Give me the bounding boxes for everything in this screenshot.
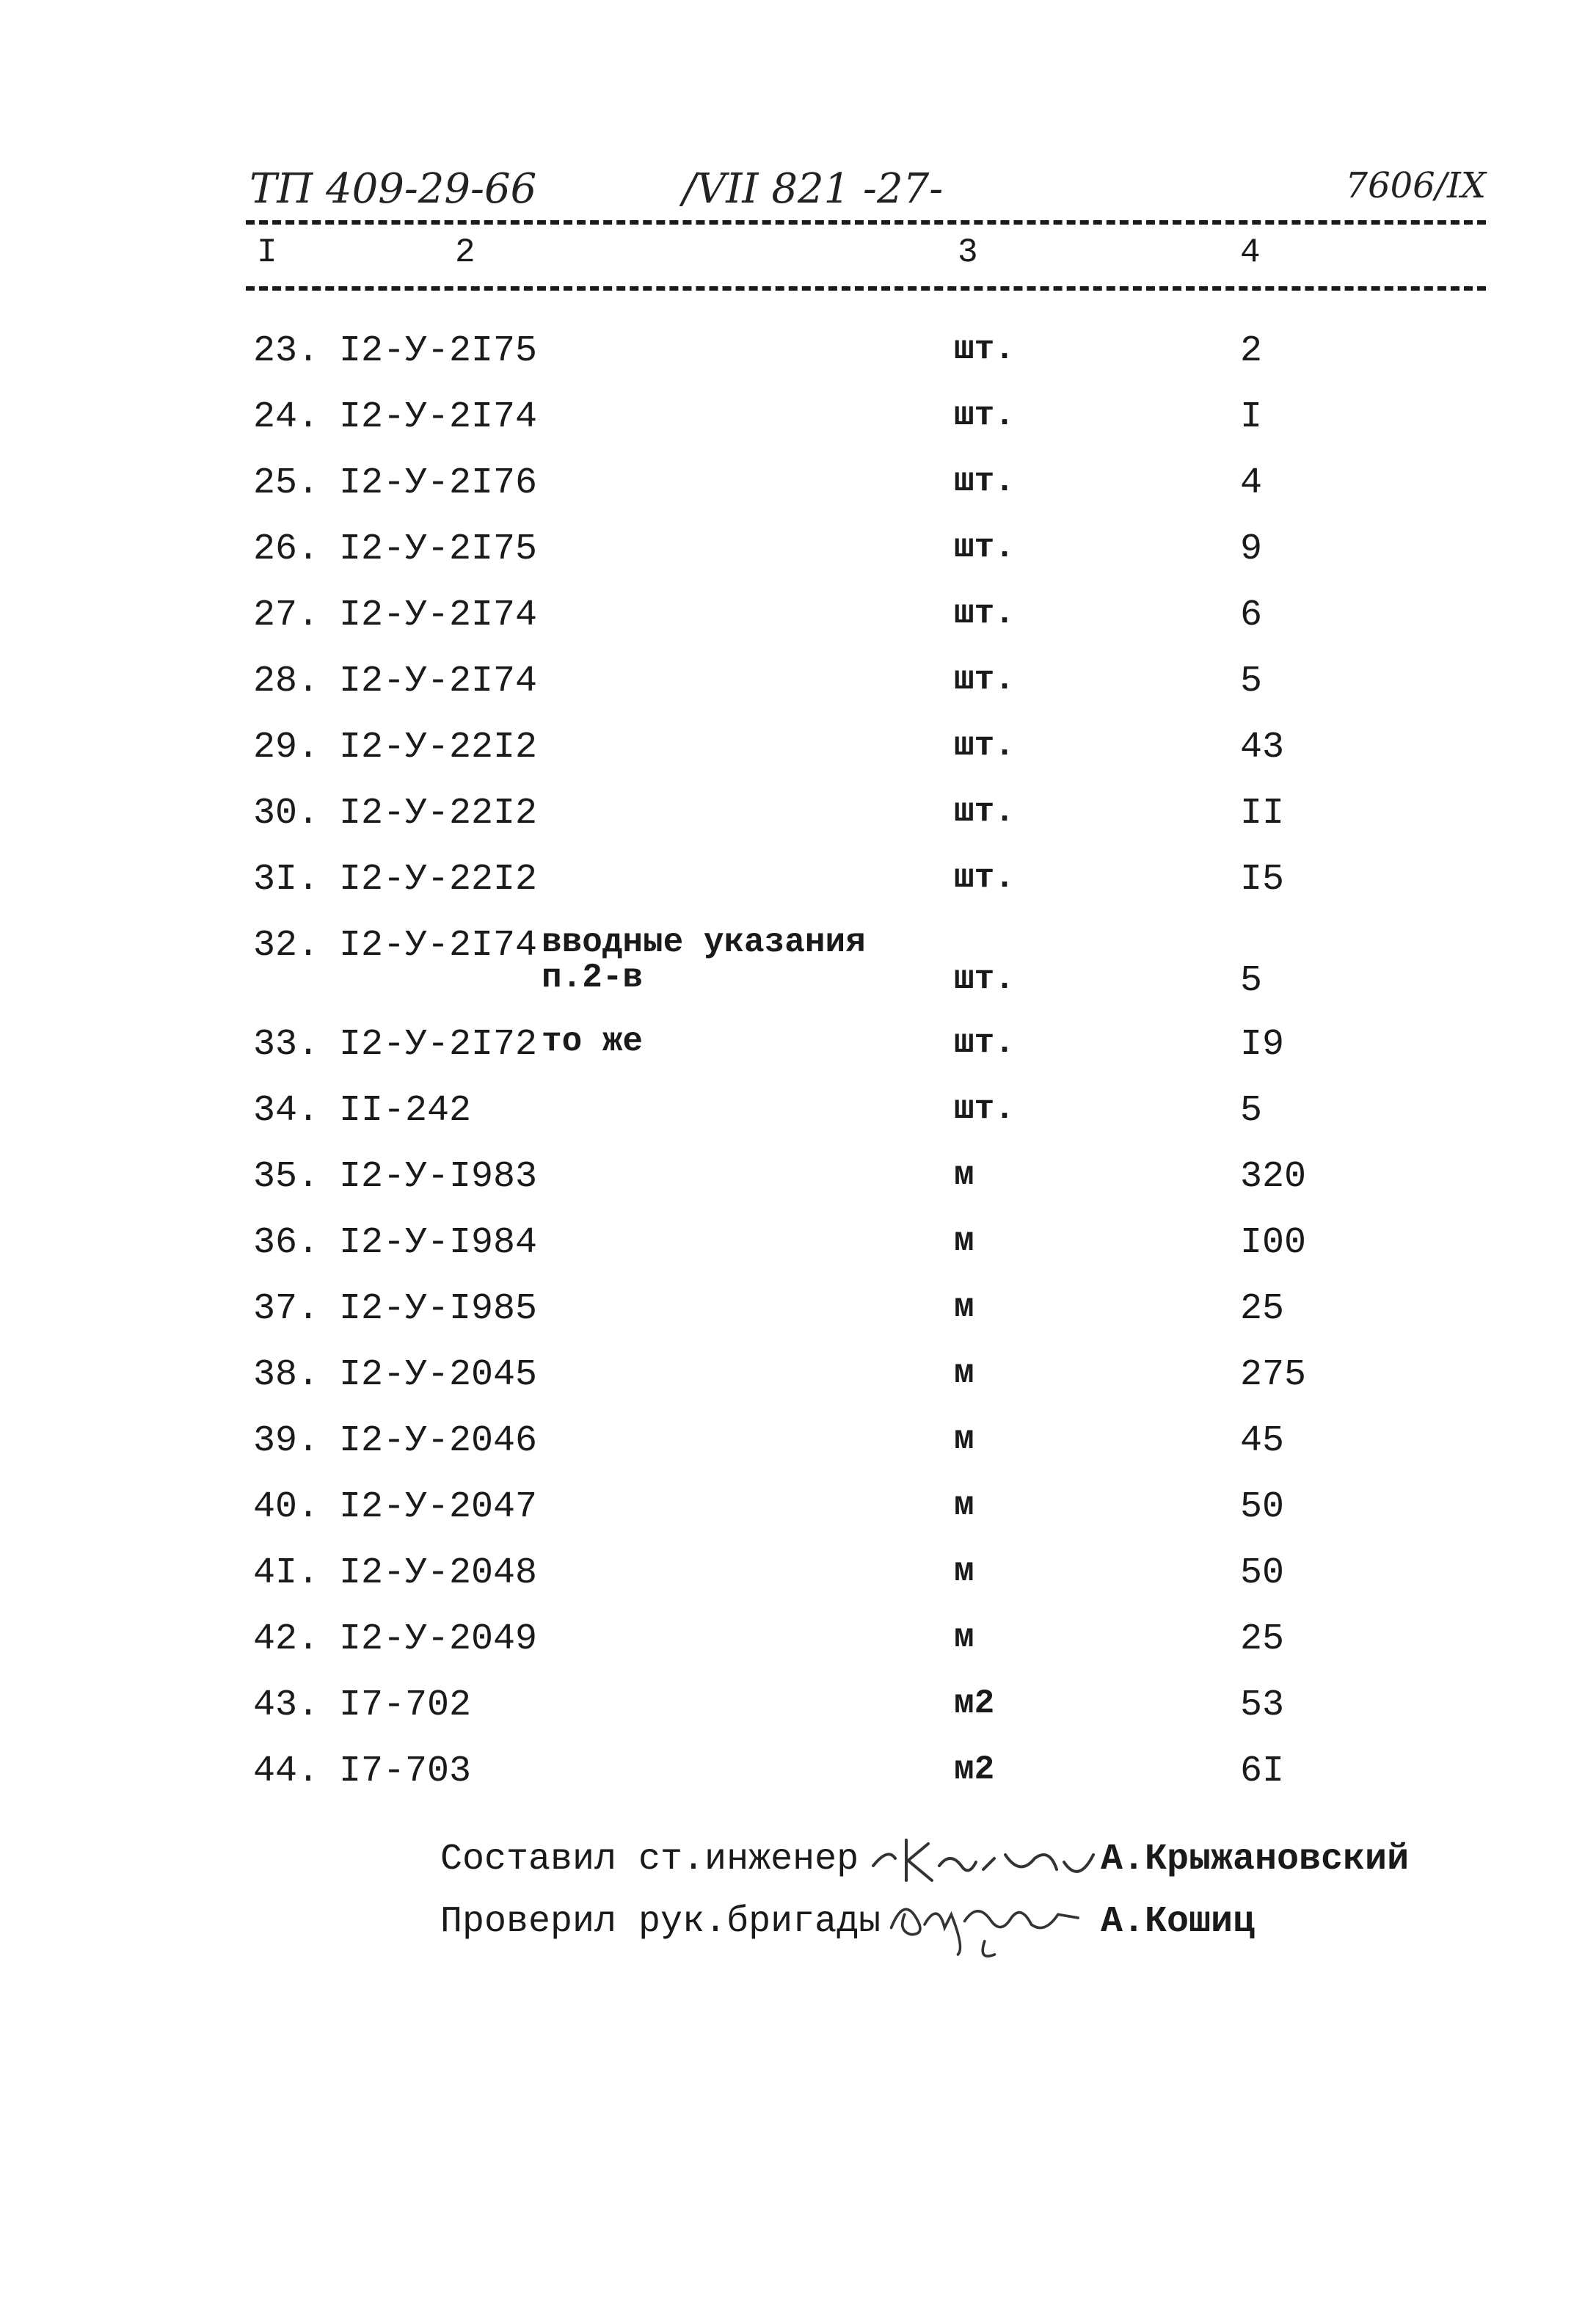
row-number: 28. [253,661,320,702]
document-code: ТП 409-29-66 [249,165,537,213]
row-number: 35. [253,1156,320,1198]
table-row [0,1751,1596,1809]
row-number: 44. [253,1751,320,1792]
item-unit: шт. [954,595,1015,633]
item-quantity: I5 [1240,859,1285,901]
item-code: I2-У-22I2 [339,793,538,835]
item-unit: шт. [954,661,1015,699]
table-row [0,1090,1596,1149]
item-code: I2-У-2I76 [339,462,538,504]
table-row [0,330,1596,389]
table-row [0,1618,1596,1677]
item-unit: м [954,1618,974,1657]
handwritten-signature [866,1888,1130,1961]
item-unit: м [954,1288,974,1326]
item-unit: м [954,1354,974,1392]
item-quantity: 5 [1240,1090,1263,1132]
item-quantity: 2 [1240,330,1263,372]
item-quantity: II [1240,793,1285,835]
row-number: 42. [253,1618,320,1660]
row-number: 33. [253,1024,320,1066]
item-code: I2-У-2046 [339,1420,538,1462]
row-number: 32. [253,925,320,967]
table-row [0,1354,1596,1413]
item-unit: м2 [954,1751,995,1789]
item-quantity: 45 [1240,1420,1285,1462]
row-number: 27. [253,595,320,636]
item-quantity: I [1240,396,1263,438]
item-unit: м [954,1486,974,1524]
item-quantity: 25 [1240,1288,1285,1330]
item-code: I2-У-2I75 [339,528,538,570]
row-number: 26. [253,528,320,570]
item-unit: шт. [954,1024,1015,1062]
table-row [0,793,1596,851]
item-code: I2-У-2I72 [339,1024,538,1066]
item-code: I2-У-22I2 [339,859,538,901]
item-unit: шт. [954,793,1015,831]
table-row [0,1288,1596,1347]
item-unit: шт. [954,960,1015,998]
table-row [0,1420,1596,1479]
item-code: I2-У-2I74 [339,396,538,438]
item-quantity: 25 [1240,1618,1285,1660]
item-code: I2-У-2047 [339,1486,538,1528]
item-unit: шт. [954,1090,1015,1128]
item-unit: шт. [954,462,1015,501]
table-row [0,1024,1596,1083]
row-number: 43. [253,1684,320,1726]
item-code: I2-У-I984 [339,1222,538,1264]
table-row [0,1684,1596,1743]
column-header-4: 4 [1240,233,1261,272]
item-unit: м [954,1156,974,1194]
item-quantity: 53 [1240,1684,1285,1726]
row-number: 39. [253,1420,320,1462]
item-code: I2-У-2I74 [339,661,538,702]
item-unit: м2 [954,1684,995,1723]
item-quantity: I00 [1240,1222,1307,1264]
table-row [0,396,1596,455]
table-row [0,1552,1596,1611]
row-number: 40. [253,1486,320,1528]
item-quantity: 43 [1240,727,1285,768]
item-quantity: 320 [1240,1156,1307,1198]
item-unit: шт. [954,330,1015,368]
item-unit: шт. [954,396,1015,435]
sheet-mark: /VII 821 -27- [682,165,944,213]
item-unit: м [954,1420,974,1458]
row-number: 29. [253,727,320,768]
item-quantity: I9 [1240,1024,1285,1066]
inventory-number: 7606/IX [1345,165,1486,206]
row-number: 38. [253,1354,320,1396]
row-number: 37. [253,1288,320,1330]
item-code: I2-У-22I2 [339,727,538,768]
item-unit: шт. [954,859,1015,897]
column-header-2: 2 [455,233,475,272]
row-number: 4I. [253,1552,320,1594]
item-quantity: 5 [1240,960,1263,1002]
item-unit: шт. [954,528,1015,567]
row-number: 30. [253,793,320,835]
row-number: 3I. [253,859,320,901]
table-row [0,1156,1596,1215]
item-code: I2-У-2049 [339,1618,538,1660]
item-code: I2-У-2048 [339,1552,538,1594]
table-row [0,1486,1596,1545]
item-quantity: 50 [1240,1486,1285,1528]
item-note: то же [542,1022,644,1061]
item-quantity: 5 [1240,661,1263,702]
item-note: вводные указания п.2-в [542,923,866,997]
signature-label: Составил ст.инженер [440,1839,859,1880]
item-code: I2-У-2I74 [339,925,538,967]
item-unit: шт. [954,727,1015,765]
signer-name: А.Крыжановский [1101,1839,1410,1880]
item-quantity: 50 [1240,1552,1285,1594]
item-code: I2-У-2045 [339,1354,538,1396]
item-code: I7-703 [339,1751,472,1792]
table-row [0,661,1596,719]
row-number: 34. [253,1090,320,1132]
column-header-1: I [257,233,277,272]
table-row [0,727,1596,785]
table-row [0,1222,1596,1281]
row-number: 24. [253,396,320,438]
item-quantity: 6I [1240,1751,1285,1792]
item-unit: м [954,1552,974,1591]
header-divider [246,220,1486,225]
item-quantity: 9 [1240,528,1263,570]
item-code: I2-У-2I74 [339,595,538,636]
table-row [0,462,1596,521]
table-row [0,595,1596,653]
item-quantity: 4 [1240,462,1263,504]
item-code: I7-702 [339,1684,472,1726]
column-header-3: 3 [958,233,978,272]
item-code: II-242 [339,1090,472,1132]
item-quantity: 275 [1240,1354,1307,1396]
column-header-divider [246,286,1486,291]
item-code: I2-У-I985 [339,1288,538,1330]
item-unit: м [954,1222,974,1260]
item-code: I2-У-2I75 [339,330,538,372]
table-row [0,923,1596,1002]
row-number: 36. [253,1222,320,1264]
row-number: 25. [253,462,320,504]
row-number: 23. [253,330,320,372]
signature-label: Проверил рук.бригады [440,1901,881,1943]
item-quantity: 6 [1240,595,1263,636]
signer-name: А.Кошиц [1101,1901,1256,1943]
table-row [0,859,1596,917]
item-code: I2-У-I983 [339,1156,538,1198]
table-row [0,528,1596,587]
